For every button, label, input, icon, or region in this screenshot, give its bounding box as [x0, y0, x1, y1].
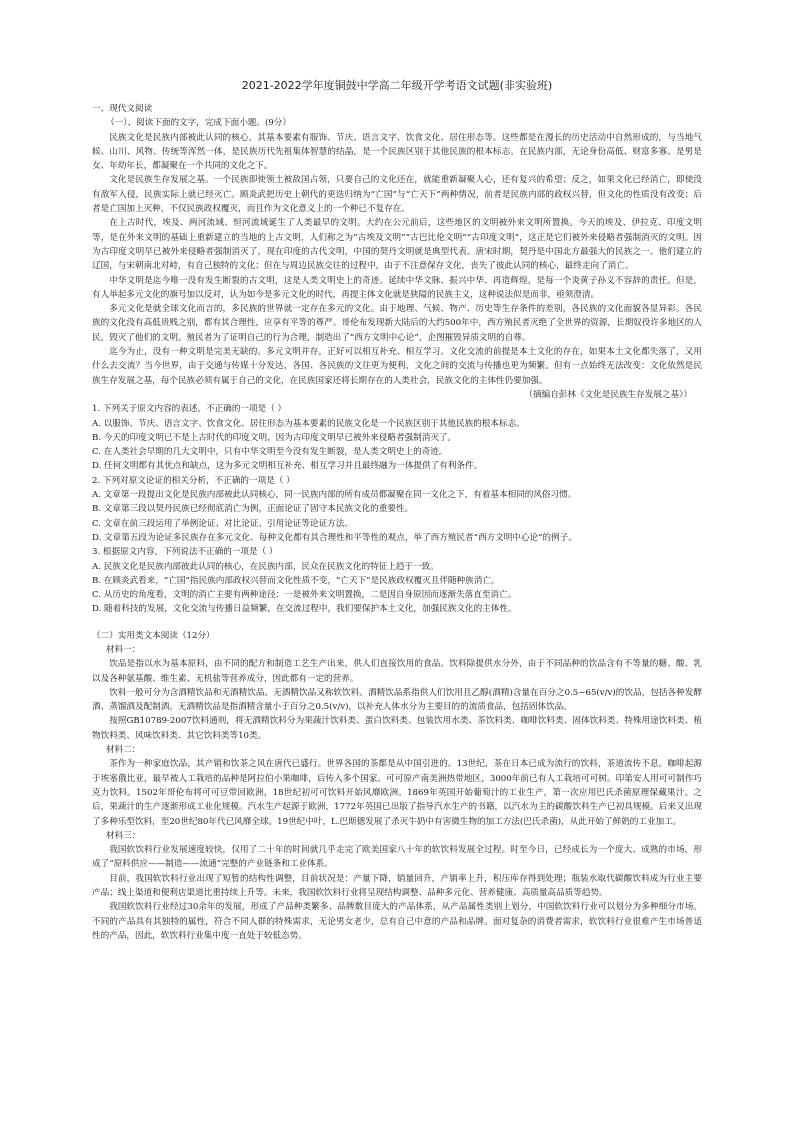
passage-paragraph: 迄今为止，没有一种文明是完美无缺的。多元文明并存，正好可以相互补充、相互学习。文化交流的前提是本土文化的存在，如果本土文化都失落了，又用什么去交流？当今世界，由于交通与传媒十分发达，各国、各民族的文往更为便利，文化之间的交流与传播也更为频繁。但有一点始终无法改变：文化依然是民族生存发展之基，每个民族必须有属于自己的文化，在民族国家还将长期存在的人类社会，民族文化的主体性仍要加强。: [92, 347, 702, 386]
question-1-option-b: B. 今天的印度文明已不是上古时代的印度文明，因为古印度文明早已被外来侵略者强制消灭了。: [92, 432, 457, 443]
question-2-option-c: C. 文章在前三段运用了举例论证、对比论证、引用论证等论证方法。: [92, 518, 353, 529]
question-2-option-d: D. 文章第五段为论证多民族存在多元文化、每种文化都有其合理性和平等性的观点，举了西方殖民者“西方文明中心论”的例子。: [92, 532, 577, 543]
section-heading: （二）实用类文本阅读（12分）: [92, 630, 215, 641]
question-2-option-b: B. 文章第三段以契丹民族已经彻底消亡为例，正面论证了固守本民族文化的重要性。: [92, 504, 414, 515]
material-paragraph: 目前，我国软饮料行业出现了短暂的结构性调整，目前状况是：产量下降，销量回升，产销率上升，积压库存得到处理；瓶装水取代碳酸饮料成为行业主要产品；线上渠道和便利店渠道比重持续上升等。未来，我国软饮料行业将呈现结构调整、品种多元化、营养健康、高质量高品质等趋势。: [92, 873, 702, 899]
passage-paragraph: 多元文化是就全球文化而言的，多民族的世界就一定存在多元的文化。由于地理、气候、物产、历史等生存条件的差别，各民族的文化面貌各显异彩。各民族的文化没有高低贵贱之别，都有其合理性，应享有平等的尊严。哥伦布发现新大陆后的大约500年中，西方殖民者灭绝了全世界的资源，长期奴役许多地区的人民，毁灭了他们的文明。殖民者为了证明自己的行为合理，制造出了“西方文明中心论”，企图摧毁异质文明的自尊。: [92, 304, 702, 343]
subsection-heading: （一）、阅读下面的文字，完成下面小题。(9分）: [106, 118, 291, 129]
section-modern-reading: [92, 102, 702, 617]
section-spacer: [92, 617, 702, 629]
material-1-label: 材料一：: [106, 644, 141, 655]
material-paragraph: 我国软饮料行业经过30余年的发展，形成了产品种类繁多、品牌数目庞大的产品体系，从产品属性类别上划分，中国软饮料行业可以划分为多种细分市场。不同的产品具有其独特的属性，符合不同人群的特殊需求，无论男女老少，总有自己中意的产品和品牌。面对复杂的消费者需求，软饮料行业很难产生市场普适性的产品，因此，软饮料行业集中度一直处于较低态势。: [92, 902, 702, 941]
question-1-option-c: C. 在人类社会早期的几大文明中，只有中华文明至今没有发生断裂，是人类文明史上的奇迹。: [92, 447, 448, 458]
question-2-option-a: A. 文章第一段提出文化是民族内部被此认同核心，同一民族内部的所有成员都凝聚在同一文化之下，有着基本相同的风俗习惯。: [92, 490, 577, 501]
passage-paragraph: 在上古时代，埃及、两河流域、恒河流域诞生了人类最早的文明。大约在公元前后，这些地区的文明被外来文明所置换。今天的埃及、伊拉克、印度文明等，是在外来文明的基础上重新建立的当地的上古文明，人们称之为“古埃及文明”“古巴比伦文明”“古印度文明”，这正是它们被外来侵略者强制消灭的文明。因为古印度文明早已被外来侵略者强制消灭了，现在印度的古代文明，中国的契丹文明就是典型代表。唐宋时期，契丹是中国北方最强大的民族之一。他们建立的辽国，与宋朝南北对峙，有自己独特的文化；但在与周边民族交往的过程中，由于不注意保存文化，丧失了彼此认同的核心，最终走向了消亡。: [92, 218, 702, 272]
passage-source: （摘编自彭林《文化是民族生存发展之基》）: [524, 389, 692, 400]
page-title: 2021-2022学年度铜鼓中学高二年级开学考语文试题(非实验班): [241, 79, 553, 92]
question-1: 1. 下列关于原文内容的表述，不正确的一项是（ ）: [92, 404, 287, 415]
passage-paragraph: 民族文化是民族内部被此认同的核心，其基本要素有服饰、节庆、语言文字、饮食文化、居住形态等。这些都是在漫长的历史活动中自然形成的，与当地气候、山川、风物、传统等浑然一体，是民族历代先祖集体智慧的结晶，是一个民族区别于其他民族的根本标志。在民族内部，无论身份高低、财富多寡、是男是女、年幼年长，都凝聚在一个共同的文化之下。: [92, 132, 702, 172]
passage-paragraph: 中华文明是迄今唯一没有发生断裂的古文明，这是人类文明史上的奇迹。延续中华文脉、振兴中华、再造辉煌，是每一个炎黄子孙义不容辞的责任。但是，有人举起多元文化的旗号加以反对，认为如今是多元文化的时代，再提主体文化就是狭隘的民族主义，这种说法似是而非，亟须澄清。: [92, 275, 702, 300]
question-2: 2. 下列对原文论证的相关分析，不正确的一项是（ ）: [92, 475, 295, 486]
material-paragraph: 按照GB10789-2007饮料通则，将无酒精饮料分为果蔬汁饮料类、蛋白饮料类、包装饮用水类、茶饮料类、咖啡饮料类、固体饮料类、特殊用途饮料类、植物饮料类、风味饮料类、其它饮料类等10类。: [92, 716, 702, 741]
material-paragraph: 茶作为一种家庭饮品，其产销和饮茶之风在唐代已盛行。世界各国的茶都是从中国引进的。13世纪，茶在日本已成为流行的饮料，茶道流传不息。咖啡起源于埃塞俄比亚，最早被人工栽培的品种是阿拉伯小果咖啡，后传入多个国家。可可原产南美洲热带地区，3000年前已有人工栽培可可树。印第安人用可可制作巧克力饮料。1502年哥伦布将可可豆带回欧洲，18世纪初可可饮料开始风靡欧洲。1869年英国开始葡萄汁的工业生产，第一次应用巴氏杀菌原理保藏果汁。之后，果蔬汁的生产逐渐形成工业化规模。汽水生产起源于欧洲，1772年英国已出版了指导汽水生产的书籍，以汽水为主的碳酸饮料生产已初具规模。后来又出现了多种乐型饮料，至20世纪80年代已风靡全球。19世纪中叶，L.巴斯德发展了杀灭牛奶中有害微生物的加工方法(巴氏杀菌)，从此开始了鲜奶的工业加工。: [92, 759, 702, 827]
material-paragraph: 饮料一般可分为含酒精饮品和无酒精饮品。无酒精饮品又称软饮料。酒精饮品系指供人们饮用且乙醇(酒精)含量在百分之0.5~65(v/v)的饮品，包括各种发酵酒、蒸馏酒及配制酒。无酒精饮品是指酒精含量小于百分之0.5(v/v)，以补充人体水分为主要目的的流质食品，包括固体饮品。: [92, 687, 702, 713]
question-3-option-c: C. 从历史的角度看，文明的消亡主要有两种途径：一是被外来文明置换，二是因自身原因而逐渐失落直至消亡。: [92, 590, 517, 601]
material-2-label: 材料二：: [106, 745, 141, 756]
material-3-label: 材料三：: [106, 830, 141, 841]
material-paragraph: 饮品是指以水为基本原料，由不同的配方和制造工艺生产出来，供人们直接饮用的食品。饮料除提供水分外，由于不同品种的饮品含有不等量的糖、酸、乳以及各种氨基酸、维生素、无机盐等营养成分，因此都有一定的营养。: [92, 659, 702, 684]
question-1-option-d: D. 任何文明都有其优点和缺点，这为多元文明相互补充、相互学习并且最终融为一体提供了有利条件。: [92, 461, 483, 472]
question-3-option-d: D. 随着科技的发展，文化交流与传播日益频繁，在交流过程中，我们要保护本土文化，加强民族文化的主体性。: [92, 604, 517, 615]
question-1-option-a: A. 以服饰、节庆、语言文字、饮食文化、居住形态为基本要素的民族文化是一个民族区别于其他民族的根本标志。: [92, 418, 525, 429]
section-heading: 一、现代文阅读: [92, 104, 153, 114]
material-paragraph: 我国软饮料行业发展速度较快，仅用了二十年的时间就几乎走完了欧美国家八十年的软饮料发展全过程。时至今日，已经成长为一个庞大、成熟的市场，形成了“原料供应——制造——流通”完整的产业链条和工业体系。: [92, 845, 702, 870]
passage-paragraph: 文化是民族生存发展之基。一个民族即使领土被敌国占领，只要自己的文化还在，就能重新凝聚人心，还有复兴的希望；反之，如果文化已经消亡，即使没有敌军入侵，民族实际上就已经灭亡。顾炎武把历史上朝代的更迭归纳为“亡国”与“亡天下”两种情况，前者是民族内部的政权兴替，但文化的性质没有改变；后者是亡国加上灭种，不仅民族政权覆灭，而且作为文化意义上的一个种已不复存在。: [92, 175, 702, 215]
section-practical-reading: [92, 629, 702, 944]
question-3-option-b: B. 在顾炎武看来，“亡国”指民族内部政权兴替而文化性质不变，“亡天下”是民族政权覆灭且伴随种族消亡。: [92, 575, 500, 586]
question-3: 3. 根据原文内容，下列说法不正确的一项是（ ）: [92, 547, 278, 558]
question-3-option-a: A. 民族文化是民族内部彼此认同的核心，在民族内部，民众在民族文化的特征上趋于一致。: [92, 561, 439, 572]
